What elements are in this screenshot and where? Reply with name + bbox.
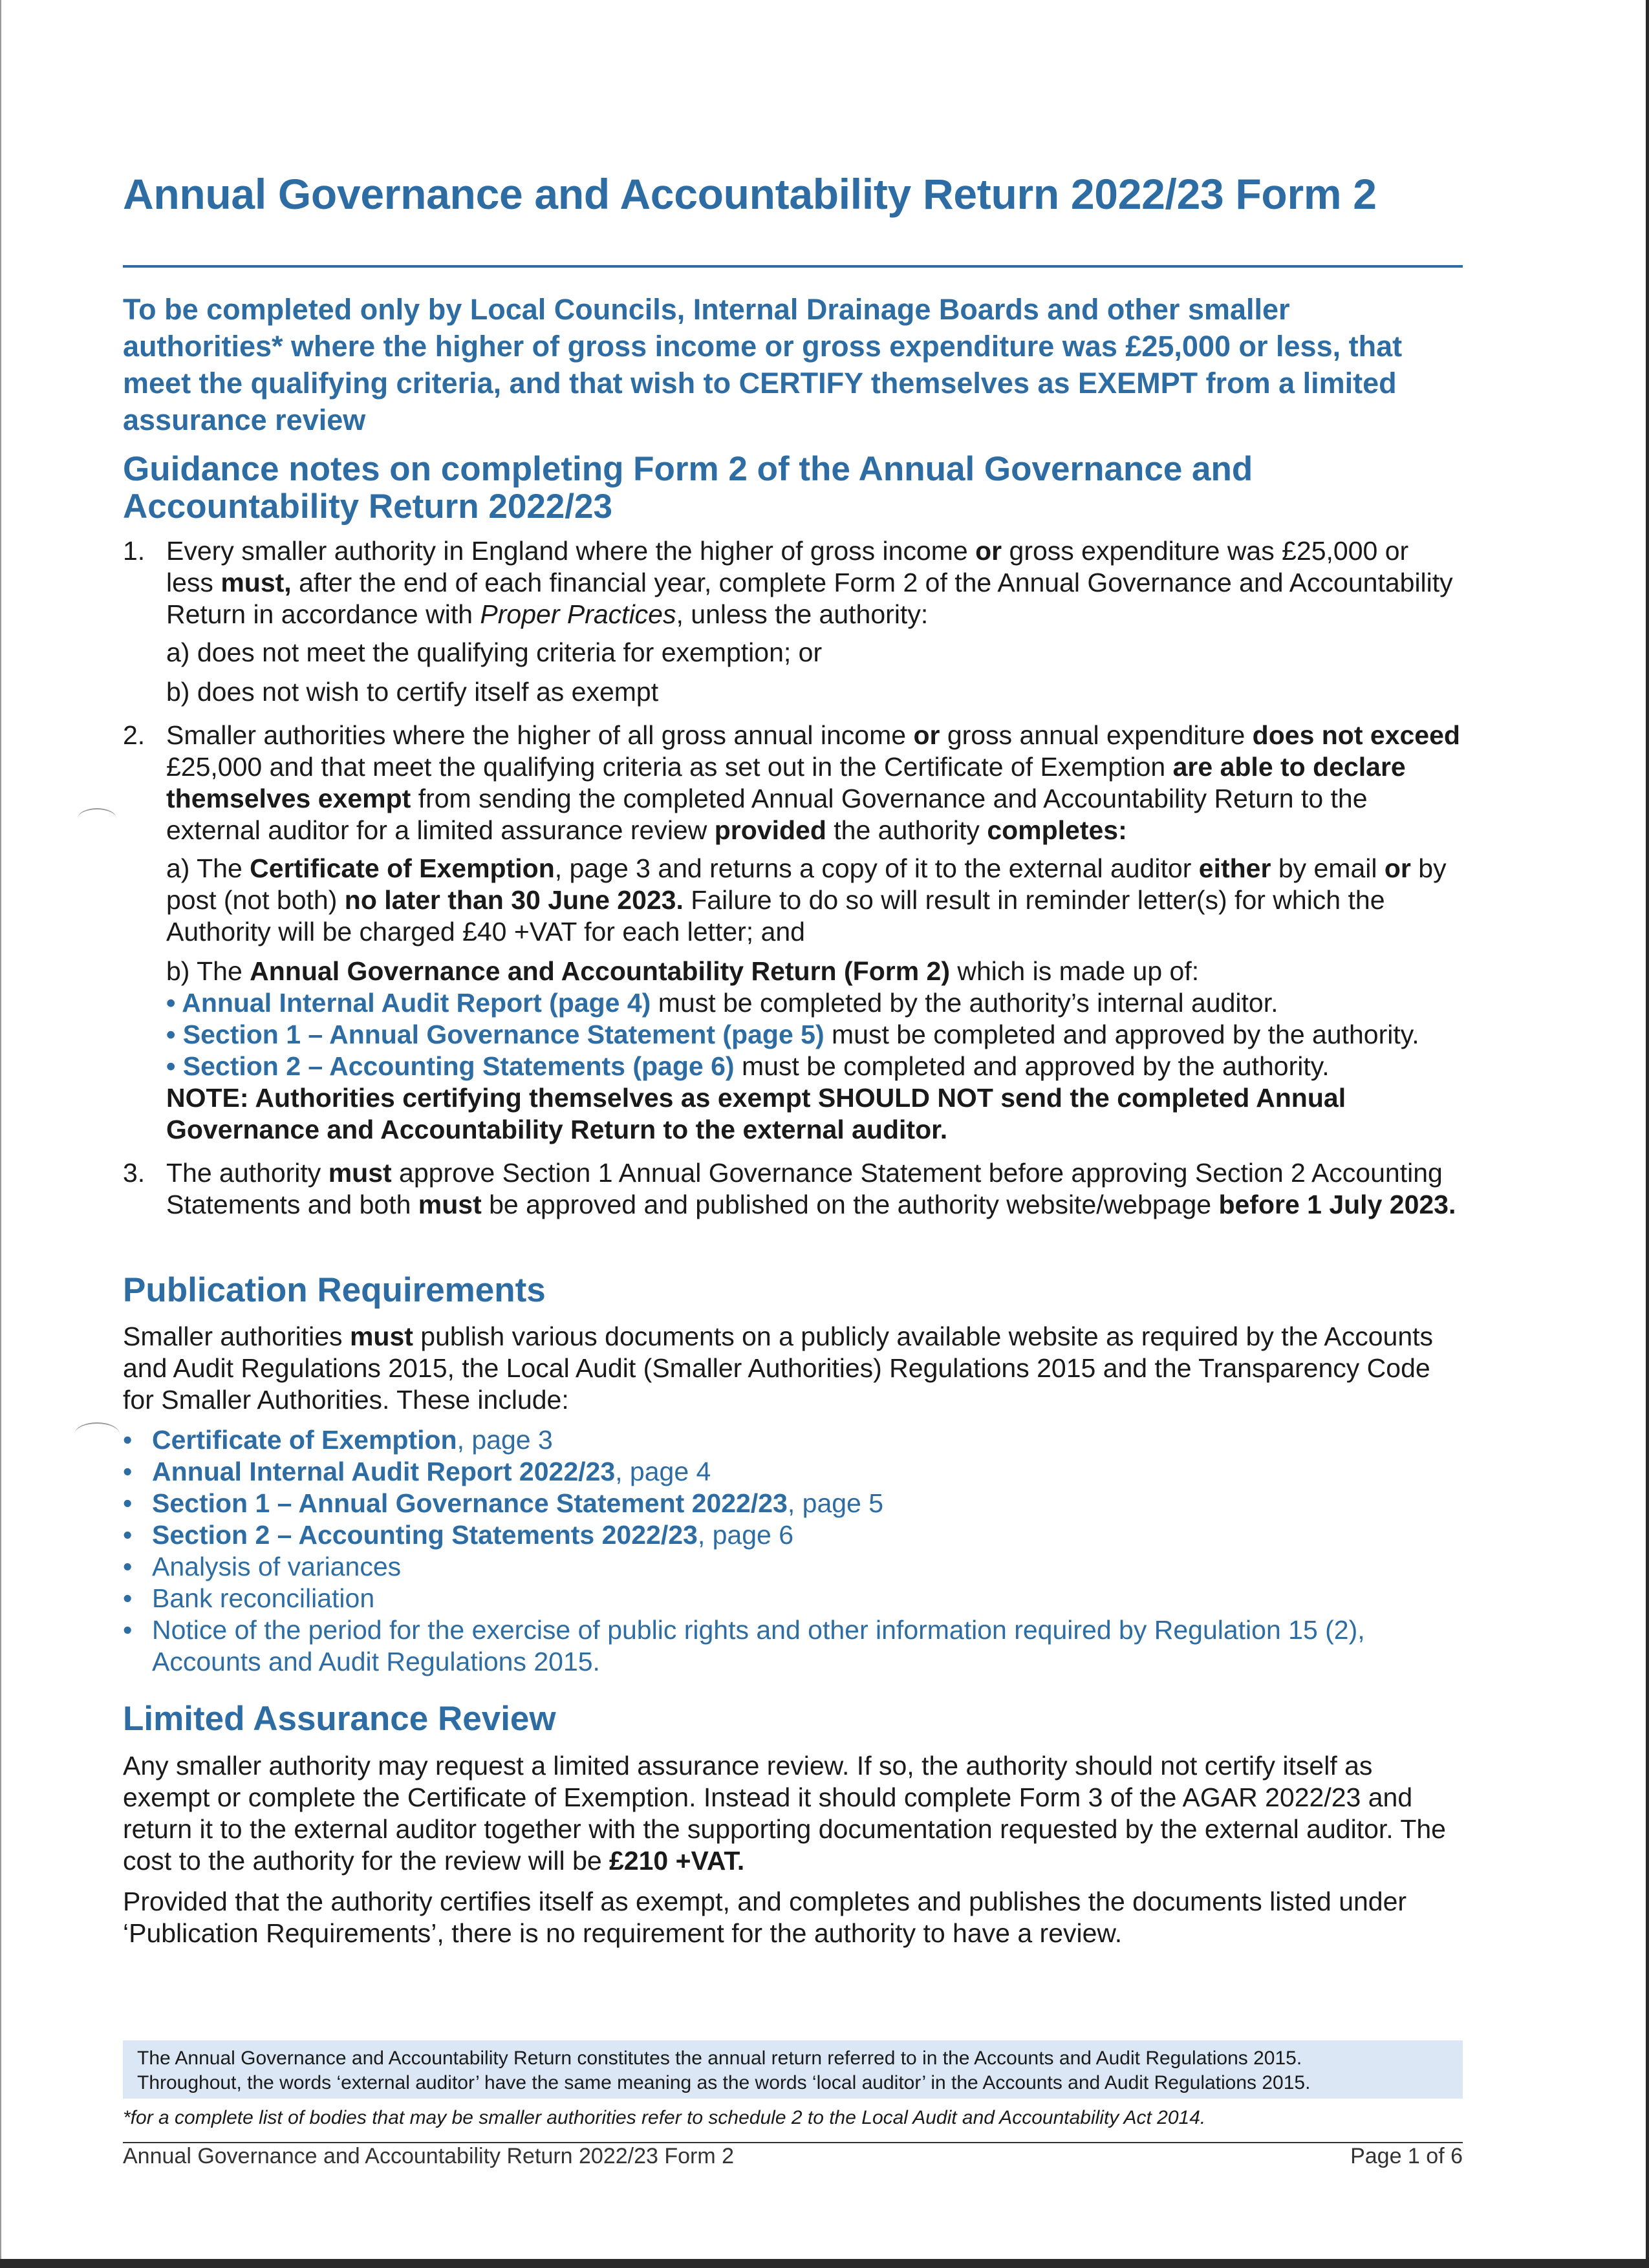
footnote-box: [123, 2040, 1463, 2099]
text-run: Notice of the period for the exercise of public rights and other information required by Regulation 15 (2), Accounts and Audit Regulations 2015.: [152, 1615, 1365, 1676]
bold-run: must: [349, 1321, 413, 1351]
text-run: gross annual expenditure: [940, 720, 1253, 750]
item-text: [166, 535, 1463, 630]
sub-item-b: [166, 956, 1463, 1146]
guidance-item-2: [123, 720, 1463, 1146]
publication-heading: Publication Requirements: [123, 1271, 546, 1309]
text-run: , unless the authority:: [676, 599, 929, 629]
text-run: Analysis of variances: [152, 1552, 402, 1581]
bold-run: must: [418, 1190, 482, 1219]
bold-run: no later than 30 June 2023.: [344, 885, 684, 915]
bullet-icon: •: [123, 1552, 133, 1581]
guidance-heading: Guidance notes on completing Form 2 of the Annual Governance and Accountability Return 2022/23: [123, 450, 1253, 526]
text-run: be approved and published on the authority website/webpage: [481, 1190, 1219, 1219]
text-run: , page 5: [787, 1488, 884, 1518]
bold-run: or: [913, 720, 940, 750]
bold-run: Annual Governance and Accountability Return (Form 2): [250, 956, 950, 986]
footnote-star: *for a complete list of bodies that may be smaller authorities refer to schedule 2 to the Local Audit and Accountability Act 2014.: [123, 2107, 1206, 2128]
publication-list: [123, 1424, 1463, 1678]
list-item[interactable]: [123, 1583, 1463, 1614]
bold-run: must: [328, 1158, 392, 1188]
footer-title: Annual Governance and Accountability Return 2022/23 Form 2: [123, 2144, 735, 2168]
sub-item-b-intro: [166, 956, 1463, 987]
title-divider: [123, 265, 1463, 268]
list-item[interactable]: [123, 1551, 1463, 1583]
component-bullet-3: [166, 1051, 1463, 1082]
text-run: which is made up of:: [950, 956, 1200, 986]
exempt-note: NOTE: Authorities certifying themselves as exempt SHOULD NOT send the completed Annual Governance and Accountability Return to the external auditor.: [166, 1083, 1346, 1144]
limited-review-heading: Limited Assurance Review: [123, 1700, 556, 1738]
text-run: £25,000 and that meet the qualifying criteria as set out in the Certificate of Exemption: [166, 752, 1173, 782]
footnote-line-2: Throughout, the words ‘external auditor’ have the same meaning as the words ‘local auditor’ in the Accounts and Audit Regulations 2015.: [137, 2072, 1311, 2093]
text-run: Smaller authorities where the higher of all gross annual income: [166, 720, 914, 750]
scan-edge-right: [1646, 0, 1649, 2268]
text-run: , page 3: [457, 1425, 553, 1455]
text-run: Any smaller authority may request a limited assurance review. If so, the authority should not certify itself as exempt or complete the Certificate of Exemption. Instead it should complete Form 3 of the AGAR 2022/23 and return it to the external auditor together with the supporting documentation requested by the external auditor. The cost to the authority for the review will be: [123, 1751, 1446, 1876]
text-run: , page 4: [615, 1457, 711, 1486]
bold-run: before 1 July 2023.: [1218, 1190, 1456, 1219]
bold-run: completes:: [987, 815, 1127, 845]
bold-run: provided: [714, 815, 826, 845]
text-run: Failure to do so will result in reminder letter(s) for which the Authority will be charged £40 +VAT for each letter; and: [166, 885, 1385, 947]
annual-internal-audit-report-link[interactable]: • Annual Internal Audit Report (page 4): [166, 988, 651, 1018]
bullet-icon: •: [123, 1615, 133, 1645]
bold-run: Certificate of Exemption: [250, 853, 555, 883]
page-number: Page 1 of 6: [1350, 2144, 1463, 2168]
scan-edge-left: [0, 0, 1, 2268]
bullet-icon: •: [123, 1488, 133, 1518]
bold-run: either: [1198, 853, 1271, 883]
sub-item-b: b) does not wish to certify itself as exempt: [166, 677, 659, 707]
list-item[interactable]: [123, 1456, 1463, 1488]
sub-item-a: a) does not meet the qualifying criteria for exemption; or: [166, 637, 823, 667]
list-item[interactable]: [123, 1488, 1463, 1519]
text-run: publish various documents on a publicly available website as required by the Accounts and Audit Regulations 2015, the Local Audit (Smaller Authorities) Regulations 2015 and the Transparency Code for Smaller Authorities. These include:: [123, 1321, 1434, 1415]
publication-paragraph: [123, 1321, 1463, 1416]
bold-run: Section 1 – Annual Governance Statement 2022/23: [152, 1488, 788, 1518]
sub-item-a: [166, 853, 1463, 948]
text-run: Bank reconciliation: [152, 1583, 375, 1613]
footnote-line-1: The Annual Governance and Accountability Return constitutes the annual return referred to in the Accounts and Audit Regulations 2015.: [137, 2048, 1302, 2069]
scan-edge-bottom: [0, 2259, 1649, 2268]
bold-run: Section 2 – Accounting Statements 2022/23: [152, 1520, 698, 1550]
bold-run: or: [1384, 853, 1411, 883]
text-run: after the end of each financial year, complete Form 2 of the Annual Governance and Accountability Return in accordance with: [166, 568, 1453, 629]
text-run: gross expenditure was £25,000 or less: [166, 536, 1409, 597]
text-run: The authority: [166, 1158, 329, 1188]
bold-run: £210 +VAT.: [609, 1846, 745, 1876]
text-run: Every smaller authority in England where the higher of gross income: [166, 536, 976, 566]
component-bullet-2: [166, 1019, 1463, 1051]
text-run: by email: [1271, 853, 1385, 883]
bold-run: or: [975, 536, 1002, 566]
bold-run: must,: [221, 568, 292, 597]
accounting-statements-link[interactable]: • Section 2 – Accounting Statements (page 6): [166, 1051, 735, 1081]
bold-run: does not exceed: [1252, 720, 1460, 750]
intro-paragraph: To be completed only by Local Councils, Internal Drainage Boards and other smaller authorities* where the higher of gross income or gross expenditure was £25,000 or less, that meet the qualifying criteria, and that wish to CERTIFY themselves as EXEMPT from a limited assurance review: [123, 293, 1403, 436]
text-run: b) The: [166, 956, 250, 986]
limited-review-paragraph-1: [123, 1750, 1463, 1877]
list-item[interactable]: [123, 1519, 1463, 1551]
footer-divider: [123, 2142, 1463, 2143]
bullet-icon: •: [123, 1457, 133, 1486]
bold-run: are able to declare themselves exempt: [166, 752, 1406, 813]
annual-governance-statement-link[interactable]: • Section 1 – Annual Governance Statement (page 5): [166, 1020, 824, 1049]
item-text: [166, 720, 1463, 846]
text-run: approve Section 1 Annual Governance Statement before approving Section 2 Accounting Statements and both: [166, 1158, 1443, 1219]
text-run: a) The: [166, 853, 250, 883]
item-text: [166, 1157, 1463, 1221]
text-run: , page 6: [697, 1520, 794, 1550]
bullet-icon: •: [123, 1425, 133, 1455]
bold-run: Certificate of Exemption: [152, 1425, 457, 1455]
item-number: 1.: [123, 536, 146, 566]
guidance-item-3: [123, 1157, 1463, 1221]
page-title: Annual Governance and Accountability Return 2022/23 Form 2: [123, 170, 1377, 218]
bold-run: Annual Internal Audit Report 2022/23: [152, 1457, 616, 1486]
text-run: from sending the completed Annual Governance and Accountability Return to the external auditor for a limited assurance review: [166, 784, 1368, 845]
limited-review-paragraph-2: Provided that the authority certifies itself as exempt, and completes and publishes the documents listed under ‘Publication Requirements’, there is no requirement for the authority to have a review.: [123, 1887, 1407, 1948]
italic-run: Proper Practices: [480, 599, 676, 629]
bullet-icon: •: [123, 1583, 133, 1613]
list-item[interactable]: [123, 1424, 1463, 1456]
scan-mark: [74, 1422, 120, 1446]
text-run: Smaller authorities: [123, 1321, 350, 1351]
item-number: 3.: [123, 1158, 146, 1188]
text-run: must be completed by the authority’s internal auditor.: [651, 988, 1278, 1018]
item-number: 2.: [123, 720, 146, 750]
list-item[interactable]: [123, 1614, 1463, 1678]
bullet-icon: •: [123, 1520, 133, 1550]
text-run: must be completed and approved by the authority.: [824, 1020, 1419, 1049]
guidance-list: [123, 535, 1463, 1221]
text-run: the authority: [826, 815, 987, 845]
component-bullet-1: [166, 987, 1463, 1019]
scan-mark: [78, 808, 116, 829]
guidance-item-1: [123, 535, 1463, 708]
text-run: must be completed and approved by the authority.: [734, 1051, 1330, 1081]
text-run: , page 3 and returns a copy of it to the external auditor: [554, 853, 1199, 883]
text-run: by post (not both): [166, 853, 1447, 915]
